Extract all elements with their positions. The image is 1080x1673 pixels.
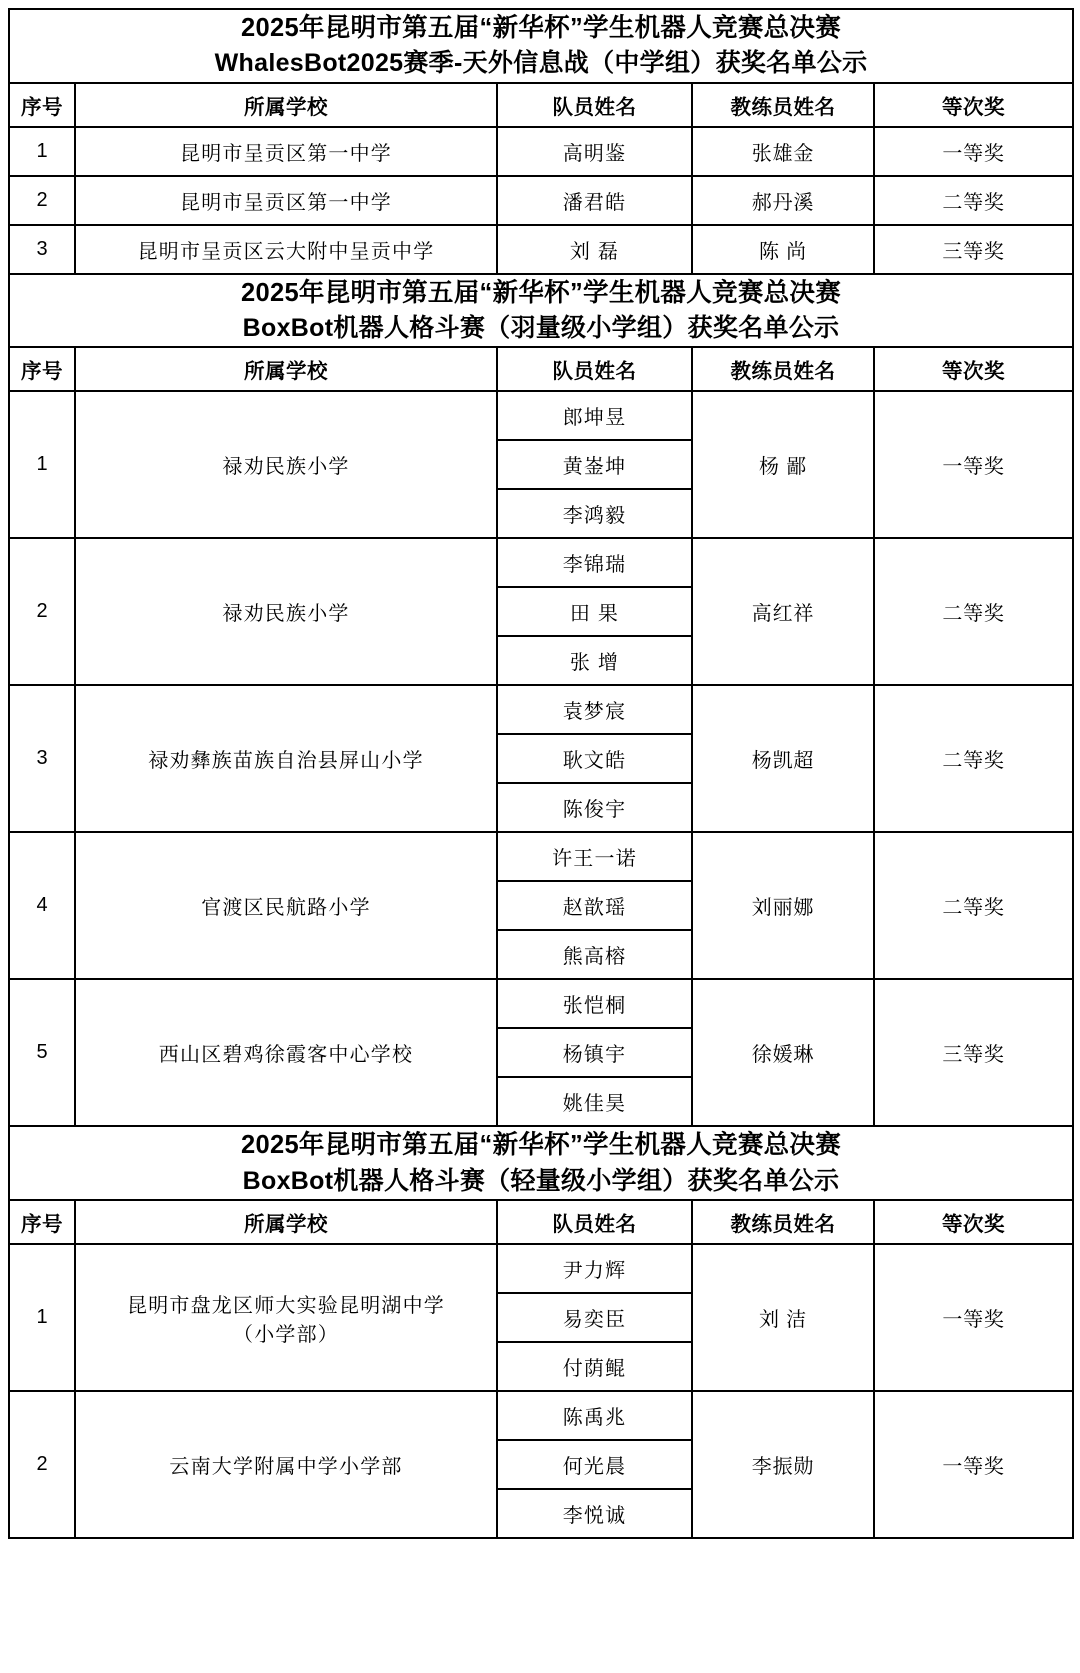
- row-school: [75, 176, 497, 225]
- table-row: [9, 225, 1073, 274]
- column-header-0: 序号: [9, 83, 75, 127]
- column-header-1: 所属学校: [75, 83, 497, 127]
- row-coach: 高红祥: [692, 538, 874, 685]
- table-row: [9, 1391, 1073, 1440]
- row-coach: 刘 洁: [692, 1244, 874, 1391]
- column-header-3: 教练员姓名: [692, 83, 874, 127]
- row-school: [75, 127, 497, 176]
- row-coach: 徐媛琳: [692, 979, 874, 1126]
- row-member: 尹力辉: [497, 1244, 692, 1293]
- school-name-sub: （小学部）: [233, 1323, 339, 1346]
- row-school: [75, 832, 497, 979]
- row-coach: 杨凯超: [692, 685, 874, 832]
- row-award: 二等奖: [874, 176, 1073, 225]
- table-row: [9, 832, 1073, 881]
- school-name: 官渡区民航路小学: [201, 897, 371, 920]
- row-member: 耿文皓: [497, 734, 692, 783]
- section-title: [9, 274, 1073, 348]
- row-school: [75, 979, 497, 1126]
- row-member: 潘君皓: [497, 176, 692, 225]
- row-award: 一等奖: [874, 127, 1073, 176]
- table-row: [9, 538, 1073, 587]
- section-title-line1: 2025年昆明市第五届“新华杯”学生机器人竞赛总决赛: [241, 14, 842, 42]
- row-award: 二等奖: [874, 538, 1073, 685]
- row-school: [75, 391, 497, 538]
- table-row: [9, 979, 1073, 1028]
- row-member: 何光晨: [497, 1440, 692, 1489]
- row-member: 陈禹兆: [497, 1391, 692, 1440]
- row-member: 张 增: [497, 636, 692, 685]
- table-row: [9, 685, 1073, 734]
- row-index: 5: [9, 979, 75, 1126]
- row-award: 三等奖: [874, 979, 1073, 1126]
- section-title-row: [9, 274, 1073, 348]
- section-title-line2: BoxBot机器人格斗赛（轻量级小学组）获奖名单公示: [242, 1166, 840, 1195]
- award-tables: [8, 8, 1074, 1539]
- row-member: 张恺桐: [497, 979, 692, 1028]
- section-title-line2: WhalesBot2025赛季-天外信息战（中学组）获奖名单公示: [214, 49, 868, 78]
- row-index: 1: [9, 391, 75, 538]
- school-name: 云南大学附属中学小学部: [169, 1456, 403, 1479]
- row-coach: 李振勋: [692, 1391, 874, 1538]
- section-title-row: [9, 9, 1073, 83]
- school-name: 西山区碧鸡徐霞客中心学校: [158, 1044, 414, 1067]
- row-award: 一等奖: [874, 1391, 1073, 1538]
- row-school: [75, 225, 497, 274]
- row-index: 2: [9, 538, 75, 685]
- section-title: [9, 9, 1073, 83]
- section-title-row: [9, 1126, 1073, 1200]
- section-title-line2: BoxBot机器人格斗赛（羽量级小学组）获奖名单公示: [242, 313, 840, 342]
- row-index: 1: [9, 127, 75, 176]
- table-row: [9, 127, 1073, 176]
- school-name: 禄劝民族小学: [222, 603, 350, 626]
- table-row: [9, 391, 1073, 440]
- column-header-0: 序号: [9, 1200, 75, 1244]
- row-index: 1: [9, 1244, 75, 1391]
- column-header-4: 等次奖: [874, 1200, 1073, 1244]
- school-name: 昆明市呈贡区第一中学: [180, 142, 392, 165]
- column-header-4: 等次奖: [874, 83, 1073, 127]
- column-header-4: 等次奖: [874, 347, 1073, 391]
- row-index: 2: [9, 176, 75, 225]
- row-school: [75, 538, 497, 685]
- column-header-1: 所属学校: [75, 347, 497, 391]
- row-member: 姚佳昊: [497, 1077, 692, 1126]
- row-member: 刘 磊: [497, 225, 692, 274]
- row-school: [75, 1391, 497, 1538]
- column-header-2: 队员姓名: [497, 1200, 692, 1244]
- row-member: 田 果: [497, 587, 692, 636]
- school-name: 昆明市盘龙区师大实验昆明湖中学: [127, 1294, 445, 1317]
- row-member: 熊高榕: [497, 930, 692, 979]
- row-member: 赵歆瑶: [497, 881, 692, 930]
- row-member: 李悦诚: [497, 1489, 692, 1538]
- table-row: [9, 1244, 1073, 1293]
- school-name: 昆明市呈贡区云大附中呈贡中学: [137, 240, 435, 263]
- school-name: 昆明市呈贡区第一中学: [180, 191, 392, 214]
- column-header-row: [9, 347, 1073, 391]
- row-award: 一等奖: [874, 1244, 1073, 1391]
- row-index: 3: [9, 685, 75, 832]
- row-member: 易奕臣: [497, 1293, 692, 1342]
- table-row: [9, 176, 1073, 225]
- column-header-3: 教练员姓名: [692, 1200, 874, 1244]
- column-header-row: [9, 1200, 1073, 1244]
- row-member: 袁梦宸: [497, 685, 692, 734]
- school-name: 禄劝彝族苗族自治县屏山小学: [148, 750, 424, 773]
- row-coach: 张雄金: [692, 127, 874, 176]
- section-title-line1: 2025年昆明市第五届“新华杯”学生机器人竞赛总决赛: [241, 278, 842, 307]
- row-coach: 陈 尚: [692, 225, 874, 274]
- column-header-0: 序号: [9, 347, 75, 391]
- section-title: [9, 1126, 1073, 1200]
- row-member: 陈俊宇: [497, 783, 692, 832]
- row-award: 一等奖: [874, 391, 1073, 538]
- row-coach: 杨 鄙: [692, 391, 874, 538]
- row-member: 付荫鲲: [497, 1342, 692, 1391]
- section-title-line1: 2025年昆明市第五届“新华杯”学生机器人竞赛总决赛: [241, 1131, 842, 1160]
- column-header-row: [9, 83, 1073, 127]
- row-coach: 刘丽娜: [692, 832, 874, 979]
- row-school: [75, 1244, 497, 1391]
- row-school: [75, 685, 497, 832]
- row-index: 4: [9, 832, 75, 979]
- row-member: 郎坤昱: [497, 391, 692, 440]
- row-member: 高明鉴: [497, 127, 692, 176]
- school-name: 禄劝民族小学: [222, 456, 350, 479]
- column-header-2: 队员姓名: [497, 83, 692, 127]
- row-member: 李锦瑞: [497, 538, 692, 587]
- row-award: 三等奖: [874, 225, 1073, 274]
- row-member: 黄崟坤: [497, 440, 692, 489]
- row-member: 李鸿毅: [497, 489, 692, 538]
- column-header-2: 队员姓名: [497, 347, 692, 391]
- row-coach: 郝丹溪: [692, 176, 874, 225]
- column-header-1: 所属学校: [75, 1200, 497, 1244]
- row-award: 二等奖: [874, 832, 1073, 979]
- column-header-3: 教练员姓名: [692, 347, 874, 391]
- row-member: 杨镇宇: [497, 1028, 692, 1077]
- row-award: 二等奖: [874, 685, 1073, 832]
- row-member: 许王一诺: [497, 832, 692, 881]
- row-index: 3: [9, 225, 75, 274]
- row-index: 2: [9, 1391, 75, 1538]
